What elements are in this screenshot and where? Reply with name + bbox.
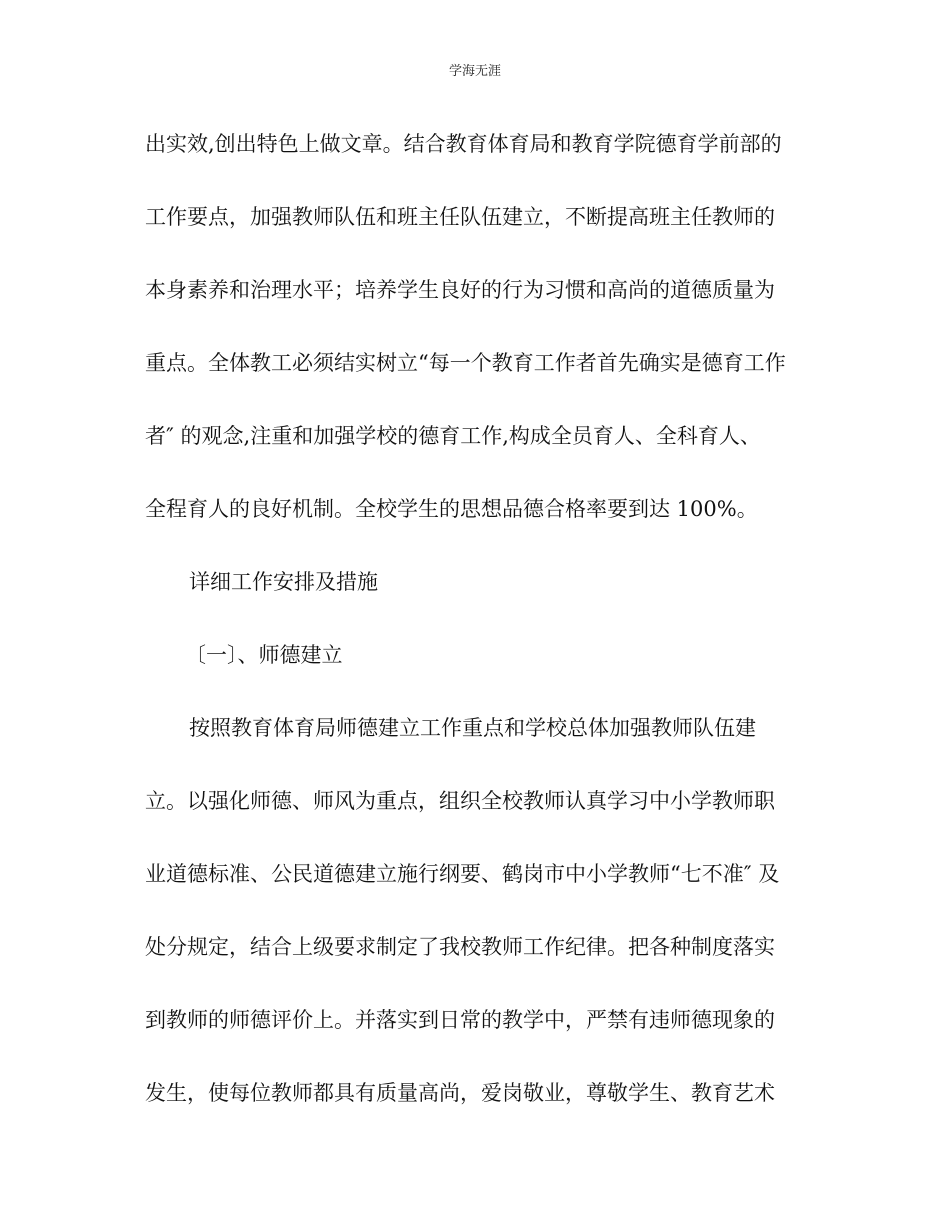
paragraph-line: 重点。全体教工必须结实树立“每一个教育工作者首先确实是德育工作: [145, 351, 786, 375]
paragraph-line: 处分规定，结合上级要求制定了我校教师工作纪律。把各种制度落实: [145, 935, 775, 959]
paragraph-line: 到教师的师德评价上。并落实到日常的教学中，严禁有违师德现象的: [145, 1008, 775, 1032]
paragraph-line: 者″ 的观念,注重和加强学校的德育工作,构成全员育人、全科育人、: [145, 424, 761, 448]
section-heading: 详细工作安排及措施: [189, 570, 378, 594]
paragraph-line: 按照教育体育局师德建立工作重点和学校总体加强教师队伍建: [189, 716, 756, 740]
document-body: [145, 120, 817, 1142]
paragraph-line: 立。以强化师德、师风为重点，组织全校教师认真学习中小学教师职: [145, 789, 775, 813]
paragraph-line: 全程育人的良好机制。全校学生的思想品德合格率要到达 100%。: [145, 497, 758, 521]
subsection-heading: 〔一〕、师德建立: [185, 643, 343, 667]
paragraph-line: 工作要点，加强教师队伍和班主任队伍建立，不断提高班主任教师的: [145, 205, 775, 229]
paragraph-line: 出实效,创出特色上做文章。结合教育体育局和教育学院德育学前部的: [145, 132, 782, 156]
paragraph-line: 业道德标准、公民道德建立施行纲要、鹤岗市中小学教师“七不准″ 及: [145, 862, 780, 886]
paragraph-line: 本身素养和治理水平；培养学生良好的行为习惯和高尚的道德质量为: [145, 278, 775, 302]
paragraph-line: 发生，使每位教师都具有质量高尚，爱岗敬业，尊敬学生、教育艺术: [145, 1081, 775, 1105]
page-header: 学海无涯: [448, 64, 501, 79]
